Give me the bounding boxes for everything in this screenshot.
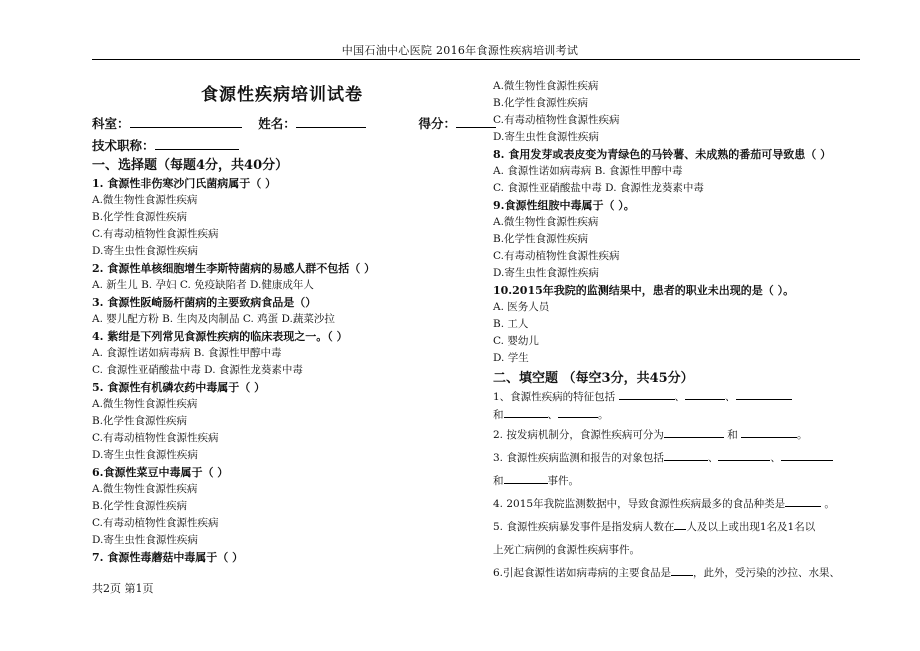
q9-option-c: C.有毒动植物性食源性疾病 [493,250,620,262]
fill-1-blank-3[interactable] [736,389,792,400]
fill-1-blank-2[interactable] [685,389,725,400]
fill-6-cont: ，此外，受污染的沙拉、水果、 [693,567,841,579]
question-6: 6.食源性菜豆中毒属于（ ） [92,466,229,479]
q5-option-a: A.微生物性食源性疾病 [92,398,198,410]
fill-2-blank-1[interactable] [664,427,724,438]
q9-option-a: A.微生物性食源性疾病 [493,216,599,228]
question-5: 5. 食源性有机磷农药中毒属于（ ） [92,381,266,394]
q1-option-c: C.有毒动植物性食源性疾病 [92,228,219,240]
fill-1-blank-4[interactable] [504,407,548,418]
fill-5-line-2: 上死亡病例的食源性疾病事件。 [493,544,640,556]
exam-title: 食源性疾病培训试卷 [201,85,363,105]
q10-option-c: C. 婴幼儿 [493,335,539,347]
dept-label: 科室： [92,116,130,131]
name-label: 姓名： [258,116,296,131]
fill-1-blank-1[interactable] [619,389,675,400]
q7-option-b: B.化学性食源性疾病 [493,97,589,109]
question-10: 10.2015年我院的监测结果中，患者的职业未出现的是（ ）。 [493,284,795,297]
fill-5-blank[interactable] [674,519,686,530]
dept-field[interactable] [130,115,242,128]
question-3: 3. 食源性阪崎肠杆菌病的主要致病食品是（） [92,296,317,309]
info-row-2 [92,137,472,155]
page-header: 中国石油中心医院 2016年食源性疾病培训考试 [341,44,579,57]
q9-option-b: B.化学性食源性疾病 [493,233,589,245]
fill-4: 4. 2015年我院监测数据中，导致食源性疾病最多的食品种类是 。 [493,498,835,510]
fill-6 [493,562,873,585]
q7-option-c: C.有毒动植物性食源性疾病 [493,114,620,126]
fill-5-line-1 [493,516,873,539]
section-1-heading: 一、选择题（每题4分，共40分） [92,158,289,173]
q5-option-c: C.有毒动植物性食源性疾病 [92,432,219,444]
q4-options-ab: A. 食源性诺如病毒病 B. 食源性甲醇中毒 [92,347,282,359]
q6-option-a: A.微生物性食源性疾病 [92,483,198,495]
info-row-1 [92,115,472,133]
q3-options: A. 婴儿配方粉 B. 生肉及肉制品 C. 鸡蛋 D.蔬菜沙拉 [92,313,335,325]
page-footer: 共2页 第1页 [92,582,154,595]
q1-option-b: B.化学性食源性疾病 [92,211,188,223]
q4-options-cd: C. 食源性亚硝酸盐中毒 D. 食源性龙葵素中毒 [92,364,303,376]
q5-option-b: B.化学性食源性疾病 [92,415,188,427]
fill-4-text: 4. 2015年我院监测数据中，导致食源性疾病最多的食品种类是 [493,498,786,510]
fill-4-blank[interactable] [785,496,821,507]
fill-1-line-1: 1、食源性疾病的特征包括 、 、 [493,388,873,406]
fill-2: 2. 按发病机制分，食源性疾病可分为 和 。 [493,429,808,441]
fill-1-text: 1、食源性疾病的特征包括 [493,391,616,403]
fill-5-text: 5. 食源性疾病暴发事件是指发病人数在 [493,521,675,533]
question-2: 2. 食源性单核细胞增生李斯特菌病的易感人群不包括（ ） [92,262,376,275]
section-2-heading: 二、填空题 （每空3分，共45分） [493,371,694,386]
q1-option-d: D.寄生虫性食源性疾病 [92,245,198,257]
fill-3-and: 和 [493,475,504,487]
fill-3-line-2 [493,470,873,493]
q5-option-d: D.寄生虫性食源性疾病 [92,449,198,461]
fill-1-and: 和 [493,409,504,421]
fill-2-text: 2. 按发病机制分，食源性疾病可分为 [493,429,664,441]
question-7: 7. 食源性毒蘑菇中毒属于（ ） [92,551,244,564]
question-9: 9.食源性组胺中毒属于（ ）。 [493,199,635,212]
question-1: 1. 食源性非伤寒沙门氏菌病属于（ ） [92,177,277,190]
fill-1-line-2: 和 、 。 [493,409,609,421]
fill-3-blank-2[interactable] [718,450,770,461]
q8-options-ab: A. 食源性诺如病毒病 B. 食源性甲醇中毒 [493,165,683,177]
q6-option-d: D.寄生虫性食源性疾病 [92,534,198,546]
q10-option-a: A. 医务人员 [493,301,550,313]
q6-option-b: B.化学性食源性疾病 [92,500,188,512]
q7-option-d: D.寄生虫性食源性疾病 [493,131,599,143]
title-field[interactable] [155,137,239,150]
q1-option-a: A.微生物性食源性疾病 [92,194,198,206]
fill-6-blank[interactable] [671,565,693,576]
q9-option-d: D.寄生虫性食源性疾病 [493,267,599,279]
fill-3-blank-1[interactable] [664,450,708,461]
fill-3-text: 3. 食源性疾病监测和报告的对象包括 [493,452,664,464]
fill-3-line-1: 3. 食源性疾病监测和报告的对象包括 、 、 [493,447,873,470]
question-8: 8. 食用发芽或表皮变为青绿色的马铃薯、未成熟的番茄可导致患（ ） [493,148,832,161]
title-label: 技术职称： [92,138,155,153]
score-label: 得分： [418,116,456,131]
fill-3-blank-3[interactable] [781,450,833,461]
question-4: 4. 紫绀是下列常见食源性疾病的临床表现之一。（ ） [92,330,348,343]
fill-3-blank-4[interactable] [504,473,548,484]
fill-2-and: 和 [727,429,738,441]
name-field[interactable] [296,115,366,128]
q10-option-b: B. 工人 [493,318,529,330]
q6-option-c: C.有毒动植物性食源性疾病 [92,517,219,529]
q8-options-cd: C. 食源性亚硝酸盐中毒 D. 食源性龙葵素中毒 [493,182,704,194]
q2-options: A. 新生儿 B. 孕妇 C. 免疫缺陷者 D.健康成年人 [92,279,314,291]
q10-option-d: D. 学生 [493,352,529,364]
q7-option-a: A.微生物性食源性疾病 [493,80,599,92]
fill-2-blank-2[interactable] [741,427,797,438]
header-rule [92,59,860,60]
right-column [493,78,873,585]
fill-6-text: 6.引起食源性诺如病毒病的主要食品是 [493,567,672,579]
score-field[interactable] [456,115,496,128]
fill-1-blank-5[interactable] [558,407,598,418]
fill-5-cont: 人及以上或出现1名及1名以 [686,521,816,533]
left-column [92,66,472,566]
fill-3-event: 事件。 [547,475,579,487]
